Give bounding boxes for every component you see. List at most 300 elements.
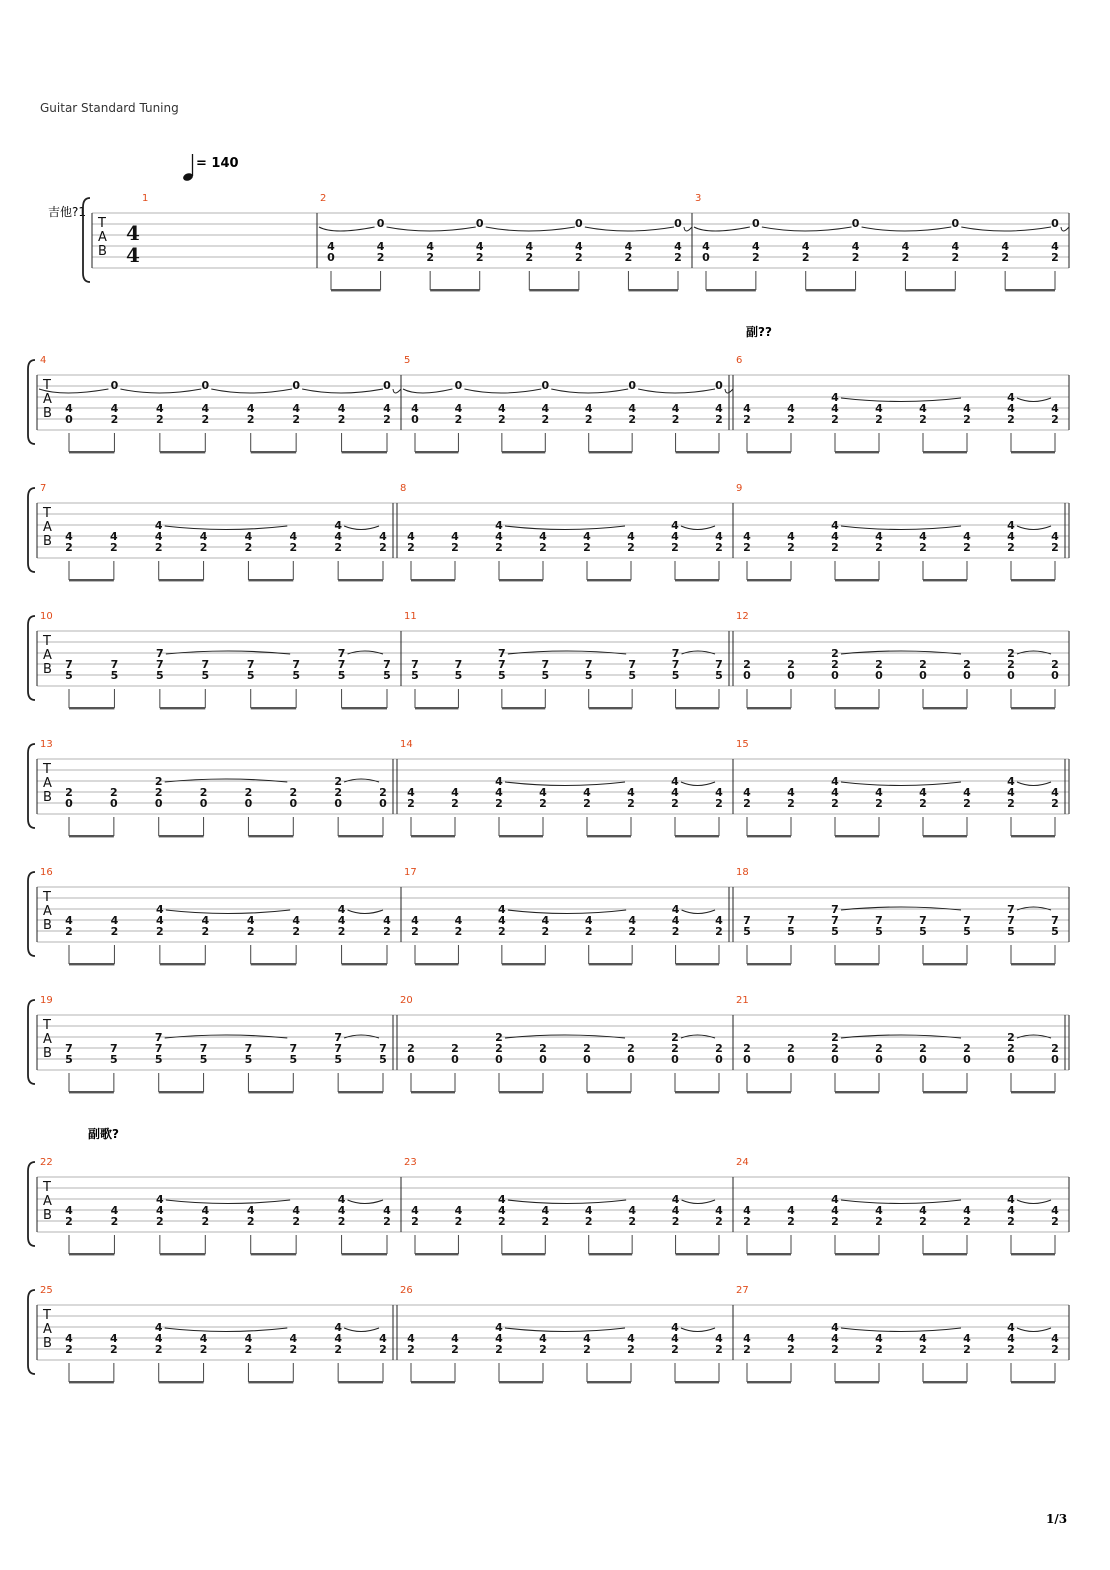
fret-number: 2 [919,1042,927,1055]
fret-number: 2 [1001,251,1009,264]
tab-clef-letter: T [43,890,51,905]
note-beam [747,707,791,709]
note-beam [338,1381,383,1383]
fret-number: 4 [289,530,298,543]
fret-number: 2 [334,775,342,788]
tab-clef-letter: A [43,1032,52,1047]
fret-number: 4 [671,1204,680,1217]
fret-number: 7 [244,1042,253,1055]
fret-number: 7 [498,658,506,671]
note-beam [923,835,967,837]
fret-number: 0 [1007,669,1015,682]
fret-number: 2 [671,541,679,554]
fret-number: 4 [628,1204,636,1217]
fret-number: 4 [715,786,723,799]
measure-number: 21 [736,995,749,1006]
fret-number: 5 [787,925,795,938]
fret-number: 2 [583,541,591,554]
fret-number: 4 [715,1332,723,1345]
fret-number: 4 [154,1332,163,1345]
fret-number: 0 [674,217,682,230]
fret-number: 4 [246,914,255,927]
fret-number: 4 [743,402,751,415]
tie [505,1035,625,1038]
note-beam [923,707,967,709]
note-beam [342,707,387,709]
fret-number: 0 [454,379,463,392]
fret-number: 2 [337,413,346,426]
fret-number: 0 [743,669,751,682]
fret-number: 4 [498,903,506,916]
note-beam [342,451,387,453]
fret-number: 4 [475,240,484,253]
fret-number: 2 [715,1215,723,1228]
tie [841,907,961,910]
system-brace [28,1162,35,1246]
fret-number: 2 [337,1215,346,1228]
fret-number: 0 [539,1053,547,1066]
note-beam [159,1091,204,1093]
fret-number: 7 [919,914,927,927]
fret-number: 2 [801,251,810,264]
fret-number: 4 [831,1332,839,1345]
fret-number: 2 [1007,797,1015,810]
fret-number: 4 [411,914,419,927]
fret-number: 2 [1051,251,1059,264]
fret-number: 4 [671,1321,679,1334]
fret-number: 2 [919,1343,927,1356]
fret-number: 7 [337,658,346,671]
fret-number: 7 [411,658,419,671]
fret-number: 4 [963,402,971,415]
note-beam [69,451,114,453]
note-beam [747,1381,791,1383]
fret-number: 4 [1001,240,1009,253]
note-beam [415,451,458,453]
system-brace [28,1290,35,1374]
tie [508,651,626,654]
fret-number: 4 [337,914,346,927]
note-beam [1011,1253,1055,1255]
fret-number: 7 [379,1042,387,1055]
fret-number: 4 [584,402,593,415]
fret-number: 2 [379,1343,387,1356]
fret-number: 0 [951,217,960,230]
fret-number: 2 [671,1343,679,1356]
fret-number: 4 [1051,1332,1059,1345]
fret-number: 2 [901,251,910,264]
fret-number: 2 [411,1215,419,1228]
tie [1017,782,1051,786]
fret-number: 4 [156,914,164,927]
fret-number: 2 [743,413,751,426]
fret-number: 7 [110,1042,118,1055]
fret-number: 4 [831,1193,839,1206]
fret-number: 0 [787,1053,795,1066]
note-beam [69,835,114,837]
fret-number: 4 [454,914,463,927]
note-beam [502,451,545,453]
fret-number: 2 [156,1215,164,1228]
fret-number: 4 [875,402,883,415]
fret-number: 0 [963,669,971,682]
fret-number: 0 [715,1053,723,1066]
fret-number: 0 [201,379,210,392]
fret-number: 2 [1051,1215,1059,1228]
note-beam [159,579,204,581]
fret-number: 7 [541,658,550,671]
tie [165,779,288,782]
note-beam [923,1381,967,1383]
time-signature-numerator: 4 [126,221,140,245]
fret-number: 5 [292,669,300,682]
note-beam [835,707,879,709]
tie [393,389,401,393]
note-beam [502,707,545,709]
fret-number: 5 [383,669,391,682]
fret-number: 4 [851,240,860,253]
tie [681,1035,715,1038]
fret-number: 4 [963,1204,971,1217]
fret-number: 2 [919,1215,927,1228]
note-beam [69,1091,114,1093]
fret-number: 7 [1007,914,1015,927]
note-beam [1011,579,1055,581]
note-beam [159,1381,204,1383]
fret-number: 2 [154,541,163,554]
tab-clef-letter: T [43,1018,51,1033]
fret-number: 2 [1007,1215,1015,1228]
fret-number: 4 [334,530,342,543]
fret-number: 2 [743,658,751,671]
fret-number: 0 [541,379,550,392]
note-beam [589,963,632,965]
tie [344,779,379,782]
note-beam [589,1253,632,1255]
fret-number: 4 [407,530,415,543]
fret-number: 2 [154,775,163,788]
fret-number: 5 [244,1053,253,1066]
fret-number: 4 [110,1204,119,1217]
fret-number: 5 [289,1053,298,1066]
fret-number: 7 [715,658,723,671]
fret-number: 2 [541,1215,550,1228]
fret-number: 4 [1007,1193,1015,1206]
page-number: 1/3 [1046,1512,1068,1526]
tab-clef-letter: T [43,762,51,777]
fret-number: 2 [451,541,459,554]
fret-number: 2 [289,1343,298,1356]
fret-number: 7 [337,647,346,660]
tab-clef-letter: A [43,1322,52,1337]
fret-number: 7 [498,647,506,660]
tie [1061,227,1069,231]
fret-number: 4 [715,914,723,927]
measure-number: 27 [736,1285,749,1296]
note-beam [1011,707,1055,709]
note-beam [251,707,296,709]
fret-number: 2 [715,797,723,810]
note-beam [923,1253,967,1255]
fret-number: 4 [1007,1321,1015,1334]
fret-number: 4 [584,914,593,927]
fret-number: 5 [963,925,971,938]
fret-number: 2 [787,413,795,426]
fret-number: 0 [289,797,298,810]
fret-number: 4 [674,240,682,253]
fret-number: 4 [1007,786,1015,799]
note-beam [747,579,791,581]
note-beam [747,451,791,453]
fret-number: 2 [110,541,118,554]
fret-number: 0 [65,797,73,810]
note-beam [706,289,756,291]
note-beam [806,289,856,291]
fret-number: 4 [327,240,335,253]
note-beam [248,579,293,581]
fret-number: 4 [628,914,636,927]
fret-number: 4 [292,1204,300,1217]
fret-number: 4 [199,1332,208,1345]
fret-number: 4 [201,1204,210,1217]
fret-number: 2 [831,1215,839,1228]
fret-number: 2 [154,786,163,799]
fret-number: 2 [951,251,960,264]
fret-number: 4 [110,1332,118,1345]
fret-number: 7 [383,658,391,671]
fret-number: 2 [715,413,723,426]
fret-number: 4 [246,1204,255,1217]
fret-number: 7 [334,1031,342,1044]
time-signature-denominator: 4 [126,243,140,267]
tie [120,389,201,393]
fret-number: 4 [1007,1204,1015,1217]
fret-number: 5 [831,925,839,938]
fret-number: 2 [292,413,300,426]
fret-number: 2 [584,1215,593,1228]
tie [841,398,961,402]
note-beam [69,1253,114,1255]
fret-number: 2 [1007,647,1015,660]
fret-number: 2 [743,1215,751,1228]
fret-number: 0 [583,1053,591,1066]
fret-number: 0 [292,379,300,392]
tie [1017,651,1051,654]
fret-number: 4 [875,786,883,799]
fret-number: 0 [334,797,342,810]
fret-number: 4 [671,903,680,916]
fret-number: 2 [963,413,971,426]
fret-number: 4 [201,402,210,415]
fret-number: 5 [154,1053,163,1066]
fret-number: 4 [451,530,459,543]
fret-number: 0 [1051,217,1059,230]
fret-number: 4 [1051,240,1059,253]
fret-number: 2 [584,413,593,426]
fret-number: 7 [671,658,680,671]
fret-number: 2 [289,786,298,799]
fret-number: 0 [1007,1053,1015,1066]
fret-number: 4 [246,402,255,415]
fret-number: 4 [575,240,583,253]
fret-number: 2 [787,797,795,810]
fret-number: 0 [831,1053,839,1066]
fret-number: 4 [831,391,839,404]
fret-number: 5 [337,669,346,682]
fret-number: 4 [671,402,680,415]
measure-number: 19 [40,995,53,1006]
fret-number: 5 [919,925,927,938]
fret-number: 4 [110,914,119,927]
fret-number: 0 [475,217,484,230]
section-label: 副歌? [88,1127,119,1141]
fret-number: 2 [671,925,680,938]
fret-number: 2 [875,1042,883,1055]
fret-number: 2 [246,925,255,938]
tie [1017,398,1051,402]
note-beam [628,289,678,291]
fret-number: 0 [702,251,710,264]
fret-number: 2 [715,1042,723,1055]
fret-number: 4 [963,1332,971,1345]
fret-number: 2 [851,251,860,264]
tie [165,526,288,530]
fret-number: 4 [787,786,795,799]
fret-number: 4 [1007,775,1015,788]
fret-number: 4 [671,519,679,532]
fret-number: 2 [919,797,927,810]
tie [585,227,674,231]
fret-number: 0 [495,1053,503,1066]
tie [694,227,750,231]
fret-number: 0 [411,413,419,426]
fret-number: 4 [627,786,635,799]
fret-number: 0 [919,1053,927,1066]
fret-number: 4 [154,530,163,543]
fret-number: 5 [110,1053,118,1066]
tie [682,910,715,914]
fret-number: 4 [901,240,910,253]
fret-number: 4 [541,1204,550,1217]
fret-number: 2 [583,797,591,810]
fret-number: 4 [919,1332,927,1345]
note-beam [747,1253,791,1255]
note-beam [338,579,383,581]
fret-number: 2 [201,1215,210,1228]
fret-number: 2 [454,925,463,938]
fret-number: 2 [715,541,723,554]
fret-number: 4 [671,1193,680,1206]
fret-number: 4 [539,786,547,799]
note-beam [160,451,205,453]
fret-number: 7 [201,658,210,671]
fret-number: 7 [199,1042,208,1055]
fret-number: 2 [498,1215,506,1228]
fret-number: 2 [875,1215,883,1228]
tab-clef-letter: A [43,648,52,663]
tie [841,1200,961,1204]
fret-number: 2 [411,925,419,938]
fret-number: 4 [451,786,459,799]
fret-number: 4 [1007,391,1015,404]
fret-number: 5 [246,669,255,682]
note-beam [69,963,114,965]
fret-number: 2 [1051,1343,1059,1356]
fret-number: 2 [454,413,463,426]
measure-number: 4 [40,355,47,366]
fret-number: 2 [1051,413,1059,426]
fret-number: 0 [875,1053,883,1066]
fret-number: 2 [583,1343,591,1356]
fret-number: 2 [1051,797,1059,810]
fret-number: 2 [831,413,839,426]
fret-number: 2 [383,1215,391,1228]
fret-number: 2 [743,797,751,810]
fret-number: 4 [156,402,164,415]
fret-number: 2 [831,1031,839,1044]
note-beam [69,1381,114,1383]
fret-number: 5 [584,669,593,682]
fret-number: 2 [541,413,550,426]
fret-number: 4 [379,530,387,543]
fret-number: 2 [246,1215,255,1228]
fret-number: 0 [627,1053,635,1066]
fret-number: 2 [1051,541,1059,554]
fret-number: 2 [1007,1343,1015,1356]
note-beam [248,1091,293,1093]
fret-number: 2 [376,251,385,264]
fret-number: 2 [541,925,550,938]
fret-number: 7 [584,658,593,671]
system-brace [28,872,35,956]
fret-number: 2 [289,541,298,554]
fret-number: 4 [584,1204,593,1217]
fret-number: 2 [963,541,971,554]
note-beam [160,1253,205,1255]
note-beam [1011,451,1055,453]
fret-number: 2 [407,1042,415,1055]
fret-number: 4 [627,530,635,543]
fret-number: 2 [919,658,927,671]
fret-number: 2 [154,1343,163,1356]
fret-number: 4 [787,1204,795,1217]
note-beam [415,963,458,965]
fret-number: 2 [495,541,503,554]
system-brace [28,744,35,828]
note-beam [589,707,632,709]
fret-number: 7 [156,658,164,671]
fret-number: 4 [1051,402,1059,415]
fret-number: 4 [337,402,346,415]
fret-number: 2 [454,1215,463,1228]
fret-number: 7 [65,1042,73,1055]
tie [486,227,575,231]
tie [348,910,383,914]
tie [841,651,961,654]
fret-number: 4 [65,914,73,927]
tab-clef-letter: B [43,406,52,421]
fret-number: 2 [199,541,208,554]
section-label: 副?? [746,325,772,339]
fret-number: 4 [624,240,633,253]
fret-number: 4 [376,240,385,253]
tie [841,782,961,786]
track-name: 吉他?1 [48,205,87,219]
fret-number: 4 [244,530,253,543]
fret-number: 4 [334,1321,342,1334]
fret-number: 2 [831,658,839,671]
fret-number: 2 [407,1343,415,1356]
